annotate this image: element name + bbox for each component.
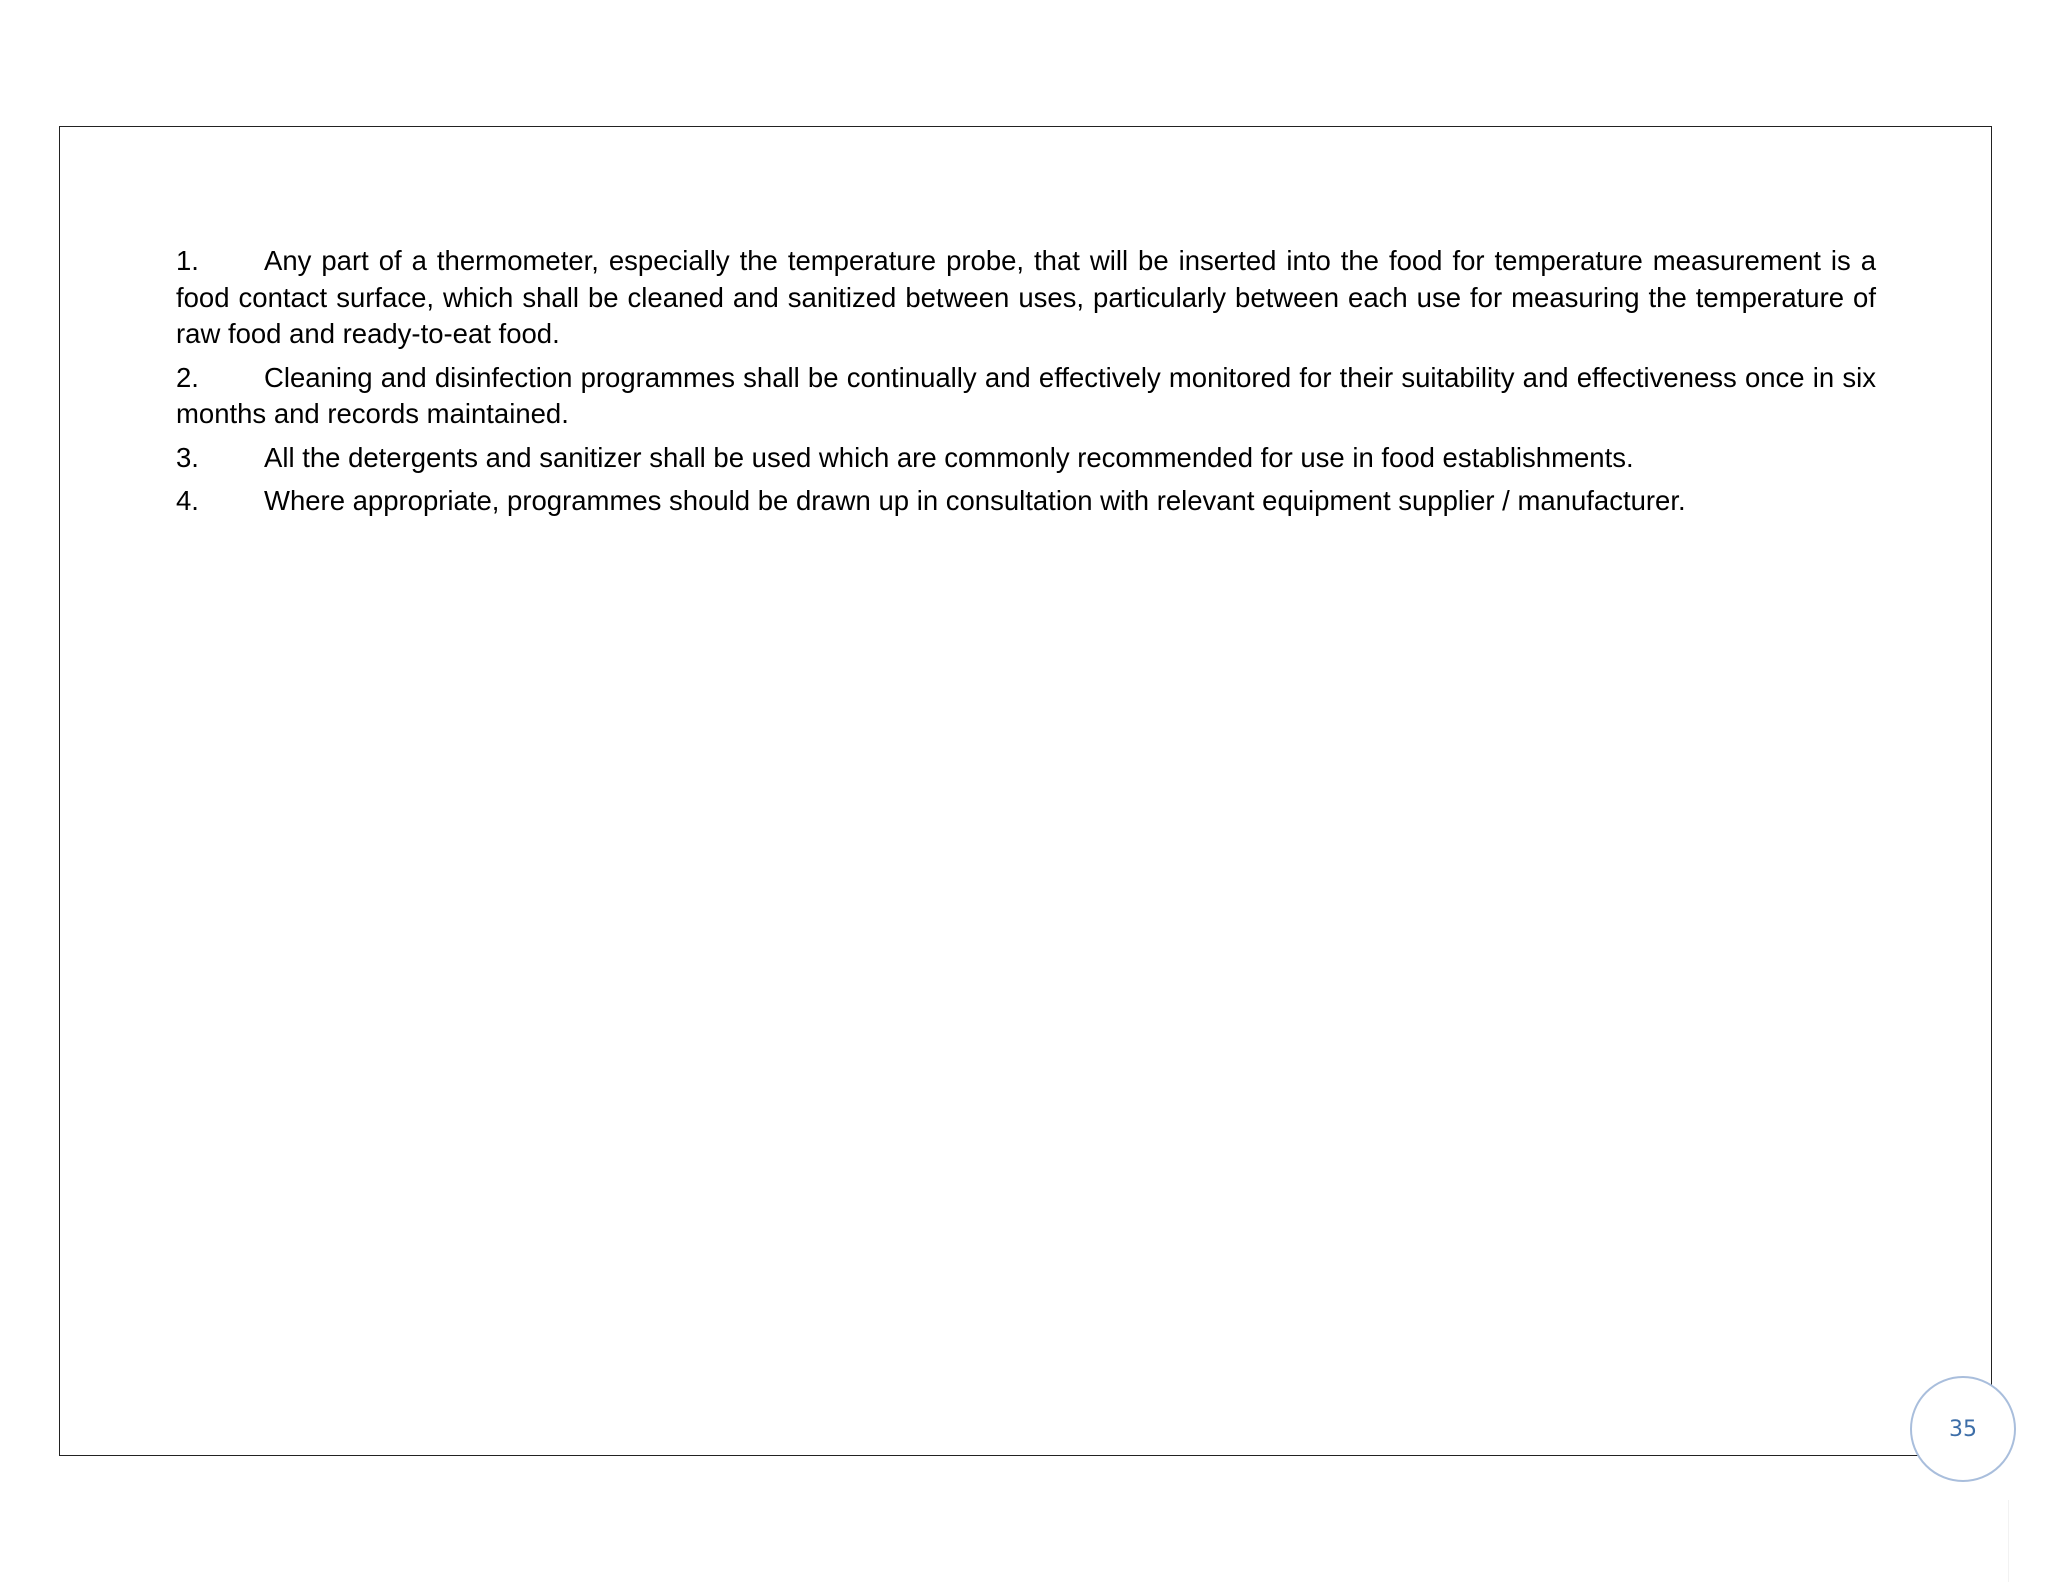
numbered-list xyxy=(176,243,1876,527)
list-item-number: 4. xyxy=(176,485,199,516)
list-item-text: All the detergents and sanitizer shall be used which are commonly recommended for use in food establishments. xyxy=(264,441,1634,473)
divider xyxy=(2008,1500,2009,1582)
list-item xyxy=(176,360,1876,433)
list-item-text: Where appropriate, programmes should be drawn up in consultation with relevant equipment supplier / manufacturer. xyxy=(264,485,1686,516)
list-item xyxy=(176,440,1876,477)
list-item-text: Cleaning and disinfection programmes shall be continually and effectively monitored for their suitability and effectiveness once in six months and records maintained. xyxy=(176,361,1876,429)
list-item-number: 1. xyxy=(176,245,199,276)
page-number-badge xyxy=(1910,1376,2016,1482)
list-item-number: 3. xyxy=(176,441,199,473)
list-item-number: 2. xyxy=(176,361,199,393)
list-item xyxy=(176,243,1876,353)
list-item-text: Any part of a thermometer, especially the temperature probe, that will be inserted into the food for temperature measurement is a food contact surface, which shall be cleaned and sanitized between uses, particularly between each use for measuring the temperature of raw food and ready-to-eat food. xyxy=(176,245,1876,349)
list-item xyxy=(176,483,1876,520)
page-number: 35 xyxy=(1949,1416,1977,1442)
